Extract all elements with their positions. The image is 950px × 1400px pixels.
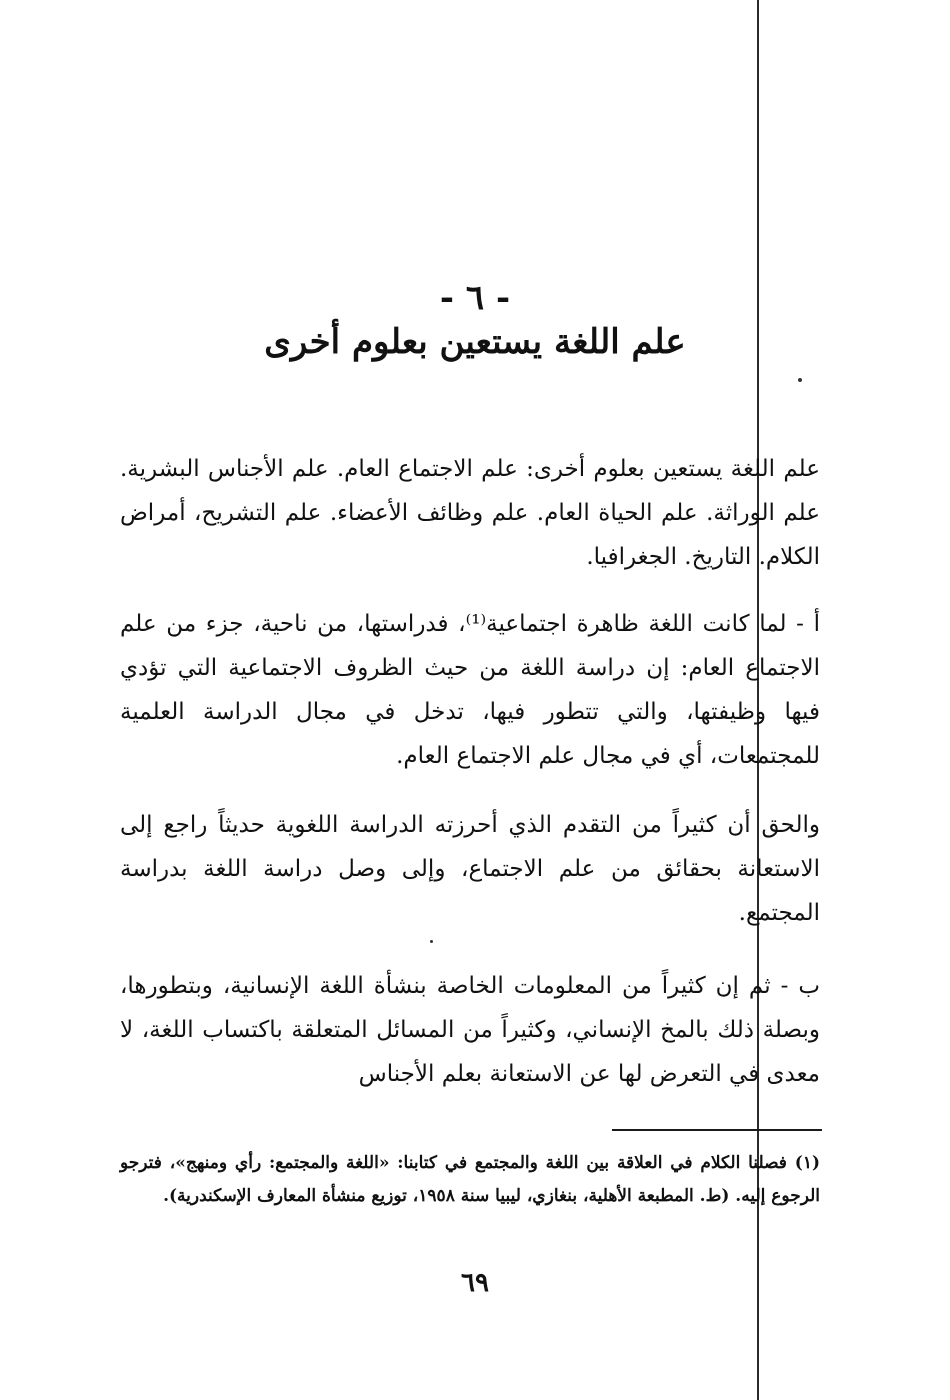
- paragraph-intro: علم اللغة يستعين بعلوم أخرى: علم الاجتماع العام. علم الأجناس البشرية. علم الوراثة. علم الحياة العام. علم وظائف الأعضاء. علم التشريح، أمراض الكلام. التاريخ. الجغرافيا.: [120, 456, 820, 570]
- chapter-number: - ٦ -: [439, 278, 511, 318]
- paragraph-a: أ - لما كانت اللغة ظاهرة اجتماعية⁽¹⁾، فدراستها، من ناحية، جزء من علم الاجتماع العام: إن دراسة اللغة من حيث الظروف الاجتماعية التي تؤدي فيها وظيفتها، والتي تتطور فيها، تدخل في مجال الدراسة العلمية للمجتمعات، أي في مجال علم الاجتماع العام.: [120, 611, 821, 769]
- paragraph-b: ب - ثم إن كثيراً من المعلومات الخاصة بنشأة اللغة الإنسانية، وبتطورها، وبصلة ذلك بالمخ الإنساني، وكثيراً من المسائل المتعلقة باكتساب اللغة، لا معدى في التعرض لها عن الاستعانة بعلم الأجناس: [120, 973, 820, 1087]
- paragraph-sociology-progress: والحق أن كثيراً من التقدم الذي أحرزته الدراسة اللغوية حديثاً راجع إلى الاستعانة بحقائق من علم الاجتماع، وإلى وصل دراسة اللغة بدراسة المجتمع.: [120, 812, 820, 926]
- page-number: ٦٩: [461, 1268, 489, 1298]
- chapter-title: علم اللغة يستعين بعلوم أخرى: [264, 322, 686, 362]
- scan-speck: [430, 940, 433, 943]
- footnote-divider: [612, 1129, 822, 1131]
- footnote: (١) فصلنا الكلام في العلاقة بين اللغة والمجتمع في كتابنا: «اللغة والمجتمع: رأي ومنهج»، فترجو الرجوع إليه. (ط. المطبعة الأهلية، بنغازي، ليبيا سنة ١٩٥٨، توزيع منشأة المعارف الإسكندرية).: [120, 1153, 820, 1206]
- scan-speck: [798, 378, 802, 382]
